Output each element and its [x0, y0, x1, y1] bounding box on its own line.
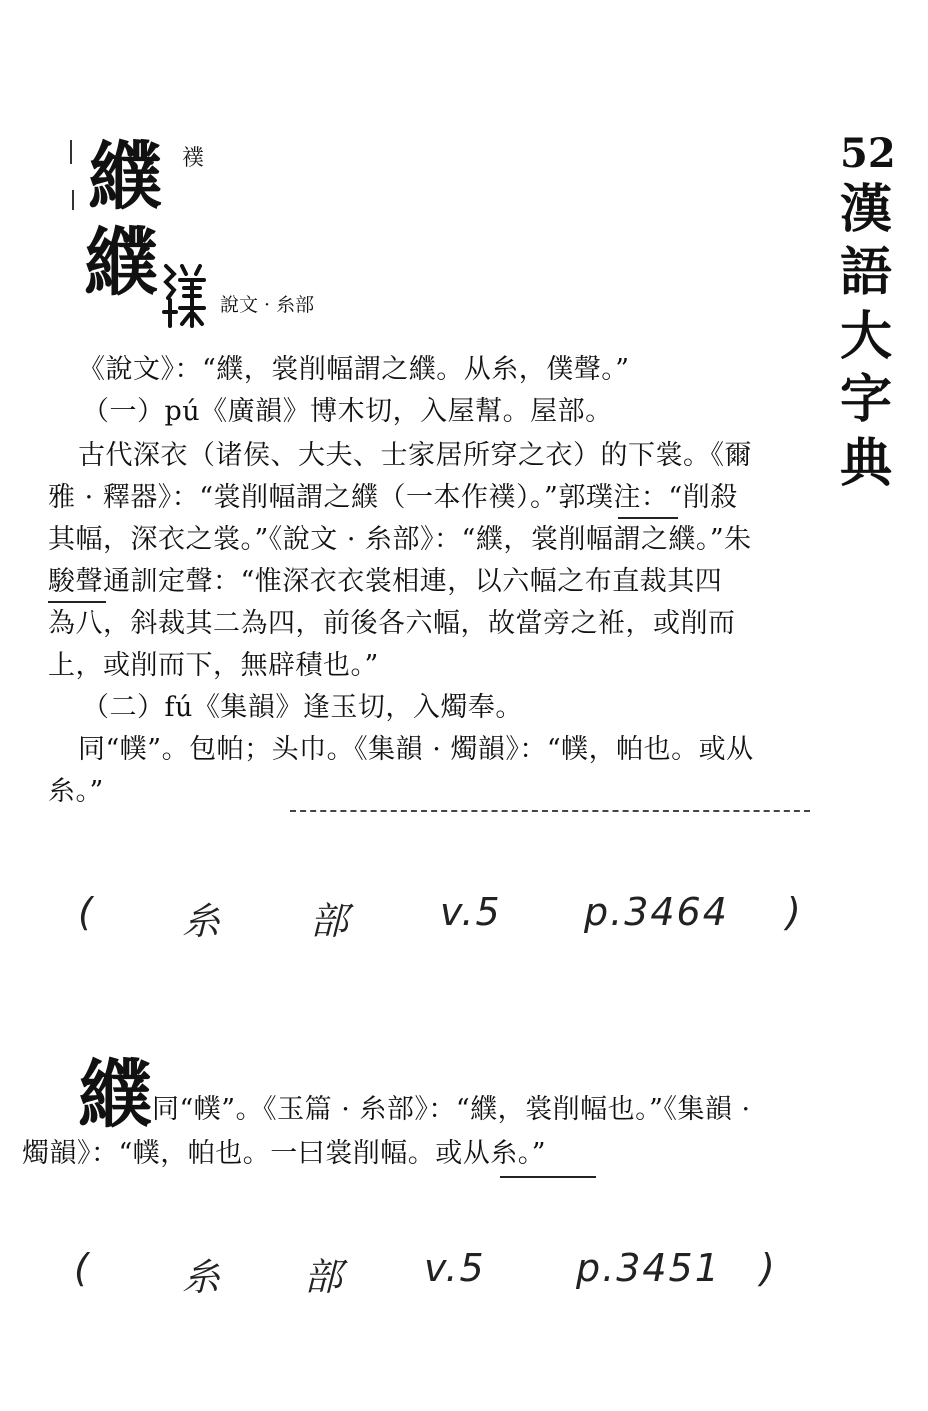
- handwritten-note: [0, 1246, 928, 1306]
- title-char: 典: [839, 432, 892, 494]
- title-char: 字: [839, 369, 892, 431]
- title-char: 漢: [839, 179, 892, 240]
- note-open-paren: (: [74, 1246, 91, 1290]
- text-line: 駿聲通訓定聲：“惟深衣衣裳相連，以六幅之布直裁其四: [48, 566, 723, 597]
- note-close-paren: ): [760, 1246, 777, 1290]
- text-line: （二）fú《集韻》逢玉切，入燭奉。: [82, 692, 523, 723]
- note-volume: v.5: [440, 890, 502, 934]
- title-char: 大: [839, 305, 892, 367]
- head-character: 纀: [88, 134, 162, 220]
- separator-line: [500, 1176, 596, 1178]
- text-line: 同“幞”。包帕；头巾。《集韻 · 燭韻》：“幞，帕也。或从: [78, 734, 754, 765]
- handwritten-note: [0, 890, 928, 950]
- text-line: （一）pú《廣韻》博木切，入屋幫。屋部。: [82, 396, 613, 427]
- text-line: 雅 · 釋器》：“裳削幅謂之纀（一本作襆）。”郭璞注：“削殺: [48, 482, 738, 513]
- note-page: p.3464: [584, 890, 729, 934]
- note-volume: v.5: [424, 1246, 486, 1290]
- dictionary-title: [836, 178, 896, 495]
- text-line: 上，或削而下，無辟積也。”: [48, 650, 379, 681]
- text-line: 同“幞”。《玉篇 · 糸部》：“纀，裳削幅也。”《集韻 ·: [152, 1094, 751, 1125]
- volume-number: 52: [840, 130, 896, 177]
- margin-mark: [72, 190, 74, 210]
- note-section: 部: [310, 899, 351, 943]
- note-page: p.3451: [576, 1246, 721, 1290]
- note-open-paren: (: [78, 890, 95, 934]
- head-character: 纀: [84, 220, 158, 306]
- text-line: 燭韻》：“幞，帕也。一曰裳削幅。或从糸。”: [22, 1138, 547, 1169]
- head-character: 纀: [78, 1052, 152, 1138]
- separator-line: [290, 810, 810, 812]
- note-close-paren: ): [786, 890, 803, 934]
- note-section: 部: [304, 1255, 345, 1299]
- text-line: 為八，斜裁其二為四，前後各六幅，故當旁之袵，或削而: [48, 608, 736, 639]
- name-underline: [48, 601, 106, 603]
- text-line: 其幅，深衣之裳。”《說文 · 糸部》：“纀，裳削幅謂之纀。”朱: [48, 524, 752, 555]
- margin-mark: [70, 140, 72, 164]
- text-line: 糸。”: [48, 776, 104, 807]
- note-radical: 糸: [182, 1255, 223, 1299]
- title-char: 語: [839, 242, 892, 304]
- text-line: 《說文》：“纀，裳削幅謂之纀。从糸，僕聲。”: [78, 354, 630, 385]
- text-line: 古代深衣（诸侯、大夫、士家居所穿之衣）的下裳。《爾: [78, 440, 752, 471]
- name-underline: [618, 517, 678, 519]
- note-radical: 糸: [182, 899, 223, 943]
- source-tag: 說文 · 糸部: [220, 294, 315, 316]
- seal-script-icon: [160, 260, 210, 330]
- variant-character: 襆: [182, 146, 205, 171]
